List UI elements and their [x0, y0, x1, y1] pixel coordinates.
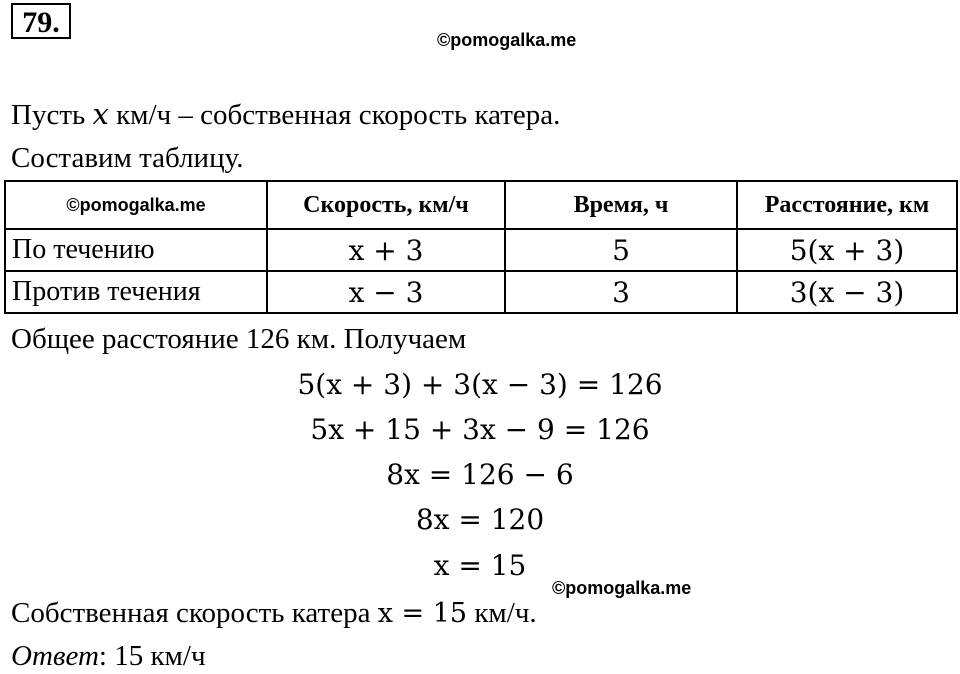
header-distance: Расстояние, км — [737, 181, 957, 229]
conclusion-math: x = 15 — [377, 598, 468, 629]
answer-label: Ответ — [11, 640, 99, 672]
equation-line: 5(x + 3) + 3(x − 3) = 126 — [297, 368, 663, 401]
cell-time: 3 — [505, 271, 737, 313]
cell-speed: x − 3 — [267, 271, 505, 313]
conclusion-text-after: км/ч. — [467, 597, 537, 629]
row-label: По течению — [5, 229, 267, 271]
intro-line-1 — [11, 96, 560, 133]
answer-line — [11, 638, 206, 674]
equation-line: 8x = 126 − 6 — [386, 458, 574, 491]
header-speed: Скорость, км/ч — [267, 181, 505, 229]
table-row — [5, 229, 957, 271]
cell-speed: x + 3 — [267, 229, 505, 271]
cell-time: 5 — [505, 229, 737, 271]
equation-line: x = 15 — [433, 549, 527, 582]
problem-number: 79. — [11, 3, 71, 39]
watermark-bottom: ©pomogalka.me — [552, 578, 692, 598]
intro-text-after: км/ч – собственная скорость катера. — [108, 99, 561, 131]
cell-distance: 3(x − 3) — [737, 271, 957, 313]
table-corner-watermark: ©pomogalka.me — [5, 181, 267, 229]
conclusion-line — [11, 595, 537, 632]
table-header-row — [5, 181, 957, 229]
equation-line: 5x + 15 + 3x − 9 = 126 — [310, 413, 650, 446]
table-row — [5, 271, 957, 313]
cell-distance: 5(x + 3) — [737, 229, 957, 271]
total-distance-text: Общее расстояние 126 км. Получаем — [11, 323, 467, 355]
header-time: Время, ч — [505, 181, 737, 229]
conclusion-text-before: Собственная скорость катера — [11, 597, 378, 629]
row-label: Против течения — [5, 271, 267, 313]
intro-line-2: Составим таблицу. — [11, 142, 244, 174]
intro-variable: x — [92, 97, 109, 131]
equation-line: 8x = 120 — [415, 503, 545, 536]
intro-text-before: Пусть — [11, 99, 93, 131]
watermark-top: ©pomogalka.me — [437, 30, 577, 50]
answer-value: : 15 км/ч — [98, 640, 206, 672]
data-table — [4, 180, 958, 314]
